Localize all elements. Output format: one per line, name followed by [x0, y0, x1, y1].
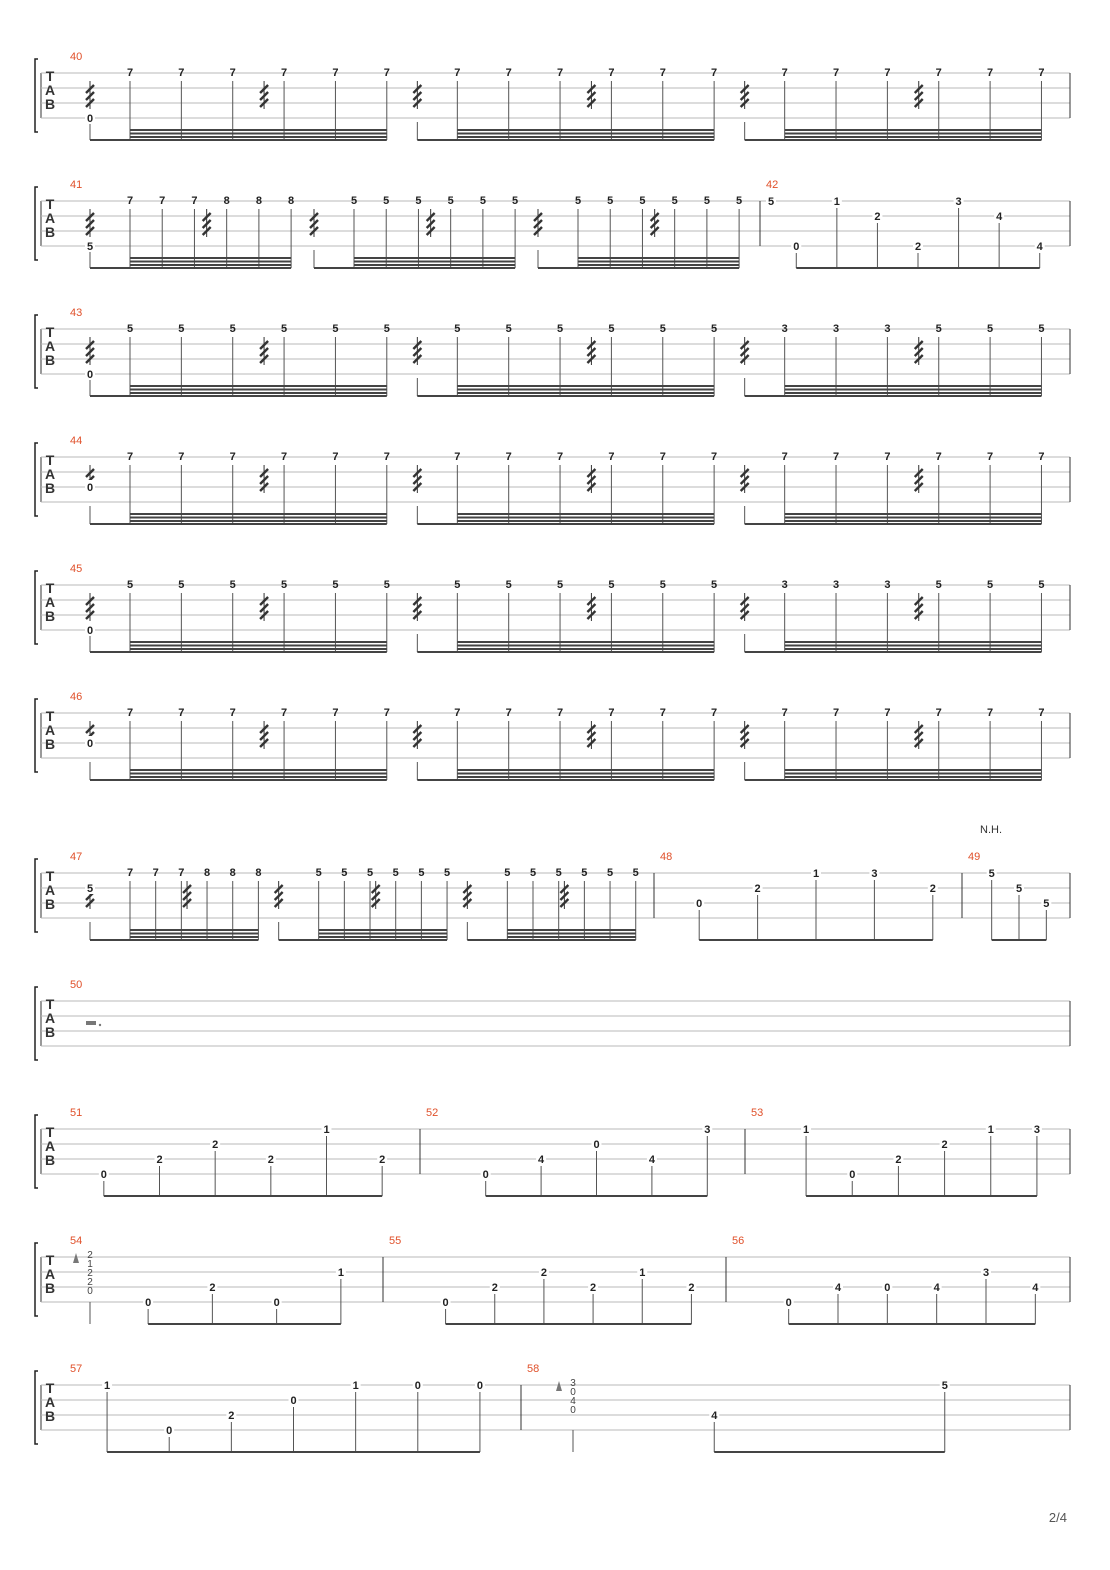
tab-clef-letter: B	[44, 608, 56, 624]
measure-number: 43	[70, 307, 83, 319]
fret-number: 2	[209, 1282, 216, 1294]
tab-clef-letter: A	[44, 1138, 56, 1154]
fret-number: 1	[833, 196, 840, 208]
fret-number: 3	[704, 1124, 711, 1136]
fret-number: 3	[832, 579, 840, 591]
fret-number: 5	[315, 867, 322, 879]
fret-number: 3	[781, 323, 788, 335]
fret-number: 2	[212, 1139, 219, 1151]
fret-number: 5	[415, 195, 422, 207]
fret-number: 1	[323, 1124, 330, 1136]
fret-number: 5	[736, 195, 743, 207]
open-string-fret: 0	[86, 369, 94, 381]
fret-number: 7	[935, 707, 942, 719]
fret-number: 4	[996, 211, 1003, 223]
fret-number: 7	[229, 707, 236, 719]
fret-number: 5	[350, 195, 358, 207]
fret-number: 2	[929, 883, 936, 895]
measure-number: 54	[70, 1235, 83, 1247]
tab-clef-letter: B	[44, 896, 56, 912]
measure-number: 47	[70, 851, 83, 863]
open-string-fret: 0	[86, 738, 94, 750]
fret-number: 7	[711, 67, 718, 79]
tab-clef-letter: A	[44, 1010, 56, 1026]
fret-number: 5	[229, 323, 236, 335]
fret-number: 5	[607, 195, 614, 207]
fret-number: 7	[454, 67, 461, 79]
fret-number: 7	[832, 707, 840, 719]
rest-dot	[99, 1024, 101, 1026]
bend-arrow	[73, 1253, 79, 1263]
fret-number: 2	[540, 1267, 547, 1279]
fret-number: 8	[203, 867, 211, 879]
fret-number: 8	[255, 867, 262, 879]
chord-fret-number: 0	[87, 1286, 93, 1297]
fret-number: 7	[332, 451, 339, 463]
fret-number: 5	[581, 867, 588, 879]
fret-number: 5	[767, 196, 775, 208]
fret-number: 7	[454, 451, 461, 463]
measure-number: 46	[70, 691, 83, 703]
fret-number: 7	[935, 451, 942, 463]
system-bracket	[35, 859, 38, 932]
measure-number: 50	[70, 979, 83, 991]
fret-number: 7	[781, 67, 788, 79]
fret-number: 3	[982, 1267, 990, 1279]
fret-number: 1	[337, 1267, 344, 1279]
open-string-fret: 5	[86, 241, 94, 253]
fret-number: 5	[671, 195, 678, 207]
fret-number: 5	[178, 323, 185, 335]
fret-number: 7	[229, 67, 236, 79]
tab-clef-letter: A	[44, 466, 56, 482]
fret-number: 0	[414, 1380, 421, 1392]
tab-clef-letter: A	[44, 82, 56, 98]
tab-clef-letter: A	[44, 210, 56, 226]
tab-clef-letter: B	[44, 224, 56, 240]
fret-number: 3	[1033, 1124, 1040, 1136]
open-string-fret: 0	[86, 113, 94, 125]
fret-number: 5	[281, 323, 288, 335]
fret-number: 5	[1038, 579, 1045, 591]
fret-number: 7	[383, 707, 390, 719]
fret-number: 5	[341, 867, 348, 879]
fret-number: 4	[1032, 1282, 1039, 1294]
fret-number: 1	[104, 1380, 111, 1392]
fret-number: 2	[590, 1282, 597, 1294]
fret-number: 0	[476, 1380, 483, 1392]
tab-clef-letter: B	[44, 1280, 56, 1296]
fret-number: 0	[100, 1169, 107, 1181]
fret-number: 5	[659, 579, 666, 591]
fret-number: 5	[383, 323, 390, 335]
fret-number: 3	[871, 868, 878, 880]
tab-clef-letter: T	[45, 580, 55, 596]
fret-number: 7	[383, 67, 390, 79]
fret-number: 7	[281, 67, 288, 79]
chord-fret-number: 0	[570, 1405, 576, 1416]
chord-fret-number: 2	[87, 1277, 93, 1288]
measure-number: 51	[70, 1107, 83, 1119]
open-string-fret: 5	[86, 883, 94, 895]
bend-arrow	[556, 1381, 562, 1391]
fret-number: 7	[556, 451, 564, 463]
fret-number: 5	[229, 579, 236, 591]
fret-number: 7	[659, 451, 666, 463]
fret-number: 5	[988, 868, 995, 880]
fret-number: 5	[632, 867, 639, 879]
fret-number: 3	[884, 579, 891, 591]
fret-number: 2	[914, 241, 922, 253]
fret-number: 7	[229, 451, 236, 463]
fret-number: 8	[288, 195, 295, 207]
fret-number: 1	[803, 1124, 810, 1136]
system-bracket	[35, 443, 38, 516]
fret-number: 5	[332, 323, 339, 335]
fret-number: 7	[884, 67, 891, 79]
system-bracket	[35, 1115, 38, 1188]
fret-number: 7	[781, 451, 788, 463]
fret-number: 0	[696, 898, 703, 910]
fret-number: 8	[223, 195, 230, 207]
measure-number: 55	[389, 1235, 402, 1247]
fret-number: 7	[832, 67, 840, 79]
system-bracket	[35, 187, 38, 260]
open-string-fret: 0	[86, 625, 94, 637]
fret-number: 7	[659, 707, 666, 719]
measure-number: 49	[968, 851, 981, 863]
fret-number: 7	[884, 707, 891, 719]
fret-number: 5	[392, 867, 399, 879]
tab-clef-letter: B	[44, 96, 56, 112]
chord-fret-number: 3	[570, 1378, 576, 1389]
tab-clef-letter: A	[44, 882, 56, 898]
half-rest	[86, 1021, 96, 1025]
measure-number: 41	[70, 179, 83, 191]
tab-clef-letter: A	[44, 338, 56, 354]
fret-number: 0	[793, 241, 800, 253]
fret-number: 5	[443, 867, 451, 879]
fret-number: 5	[504, 867, 511, 879]
fret-number: 0	[785, 1297, 792, 1309]
fret-number: 0	[290, 1395, 297, 1407]
fret-number: 8	[229, 867, 236, 879]
measure-number: 58	[527, 1363, 540, 1375]
fret-number: 2	[228, 1410, 235, 1422]
fret-number: 0	[849, 1169, 856, 1181]
fret-number: 0	[442, 1297, 449, 1309]
measure-number: 52	[426, 1107, 439, 1119]
fret-number: 7	[332, 707, 339, 719]
fret-number: 4	[834, 1282, 842, 1294]
fret-number: 5	[1038, 323, 1045, 335]
fret-number: 2	[688, 1282, 695, 1294]
system-bracket	[35, 987, 38, 1060]
fret-number: 4	[711, 1410, 718, 1422]
fret-number: 8	[255, 195, 262, 207]
fret-number: 1	[639, 1267, 646, 1279]
fret-number: 7	[505, 451, 512, 463]
fret-number: 5	[987, 579, 994, 591]
system-bracket	[35, 699, 38, 772]
fret-number: 0	[593, 1139, 600, 1151]
measure-number: 44	[70, 435, 83, 447]
measure-number: 57	[70, 1363, 83, 1375]
fret-number: 7	[556, 707, 564, 719]
tab-clef-letter: T	[45, 1252, 55, 1268]
fret-number: 4	[648, 1154, 655, 1166]
natural-harmonic-label: N.H.	[980, 824, 1002, 836]
fret-number: 5	[454, 579, 461, 591]
fret-number: 5	[703, 195, 710, 207]
fret-number: 7	[505, 707, 512, 719]
fret-number: 5	[574, 195, 582, 207]
fret-number: 7	[987, 707, 994, 719]
fret-number: 2	[874, 211, 881, 223]
fret-number: 3	[832, 323, 840, 335]
tab-clef-letter: T	[45, 452, 55, 468]
fret-number: 7	[711, 451, 718, 463]
fret-number: 5	[556, 323, 564, 335]
tab-clef-letter: A	[44, 1394, 56, 1410]
fret-number: 7	[711, 707, 718, 719]
fret-number: 7	[178, 67, 185, 79]
page-number: 2/4	[1048, 1510, 1067, 1525]
measure-number: 56	[732, 1235, 745, 1247]
fret-number: 5	[608, 579, 615, 591]
fret-number: 5	[126, 323, 134, 335]
fret-number: 7	[781, 707, 788, 719]
fret-number: 0	[145, 1297, 152, 1309]
fret-number: 5	[332, 579, 339, 591]
fret-number: 3	[781, 579, 788, 591]
fret-number: 5	[366, 867, 374, 879]
fret-number: 7	[126, 707, 134, 719]
tab-clef-letter: T	[45, 868, 55, 884]
fret-number: 7	[608, 707, 615, 719]
chord-fret-number: 2	[87, 1268, 93, 1279]
tab-clef-letter: A	[44, 594, 56, 610]
tab-clef-letter: B	[44, 480, 56, 496]
chord-fret-number: 1	[87, 1259, 93, 1270]
fret-number: 7	[159, 195, 166, 207]
system-bracket	[35, 59, 38, 132]
chord-fret-number: 2	[87, 1250, 93, 1261]
fret-number: 7	[178, 867, 185, 879]
fret-number: 7	[178, 707, 185, 719]
fret-number: 5	[711, 323, 718, 335]
fret-number: 5	[281, 579, 288, 591]
fret-number: 5	[529, 867, 537, 879]
fret-number: 3	[955, 196, 962, 208]
fret-number: 7	[1038, 67, 1045, 79]
fret-number: 2	[267, 1154, 274, 1166]
fret-number: 7	[281, 451, 288, 463]
fret-number: 7	[191, 195, 198, 207]
fret-number: 7	[152, 867, 159, 879]
measure-number: 48	[660, 851, 673, 863]
fret-number: 5	[447, 195, 454, 207]
fret-number: 7	[126, 195, 134, 207]
fret-number: 7	[556, 67, 564, 79]
tab-clef-letter: A	[44, 1266, 56, 1282]
fret-number: 5	[935, 579, 942, 591]
measure-number: 45	[70, 563, 83, 575]
fret-number: 7	[281, 707, 288, 719]
fret-number: 2	[379, 1154, 386, 1166]
tab-clef-letter: A	[44, 722, 56, 738]
measure-number: 40	[70, 51, 83, 63]
fret-number: 5	[505, 323, 512, 335]
fret-number: 2	[491, 1282, 498, 1294]
chord-fret-number: 0	[570, 1387, 576, 1398]
fret-number: 5	[454, 323, 461, 335]
fret-number: 7	[126, 867, 134, 879]
measure-number: 53	[751, 1107, 764, 1119]
fret-number: 7	[126, 67, 134, 79]
fret-number: 7	[987, 67, 994, 79]
system-bracket	[35, 1371, 38, 1444]
fret-number: 5	[383, 195, 390, 207]
fret-number: 2	[754, 883, 761, 895]
fret-number: 2	[941, 1139, 948, 1151]
tab-clef-letter: B	[44, 1152, 56, 1168]
system-bracket	[35, 315, 38, 388]
tab-clef-letter: B	[44, 1408, 56, 1424]
fret-number: 7	[832, 451, 840, 463]
fret-number: 7	[332, 67, 339, 79]
fret-number: 5	[556, 579, 564, 591]
tab-clef-letter: T	[45, 708, 55, 724]
fret-number: 5	[383, 579, 390, 591]
tab-clef-letter: T	[45, 996, 55, 1012]
fret-number: 7	[884, 451, 891, 463]
fret-number: 1	[812, 868, 820, 880]
tab-clef-letter: B	[44, 736, 56, 752]
fret-number: 7	[987, 451, 994, 463]
fret-number: 5	[1043, 898, 1050, 910]
tab-clef-letter: T	[45, 1380, 55, 1396]
fret-number: 5	[987, 323, 994, 335]
fret-number: 4	[1036, 241, 1043, 253]
fret-number: 5	[505, 579, 512, 591]
fret-number: 1	[987, 1124, 994, 1136]
tab-clef-letter: T	[45, 68, 55, 84]
fret-number: 7	[126, 451, 134, 463]
fret-number: 5	[1015, 883, 1023, 895]
fret-number: 5	[512, 195, 519, 207]
fret-number: 5	[479, 195, 486, 207]
fret-number: 0	[884, 1282, 891, 1294]
fret-number: 0	[273, 1297, 280, 1309]
fret-number: 7	[659, 67, 666, 79]
fret-number: 4	[538, 1154, 545, 1166]
fret-number: 1	[352, 1380, 359, 1392]
fret-number: 0	[482, 1169, 489, 1181]
fret-number: 5	[935, 323, 942, 335]
fret-number: 7	[383, 451, 390, 463]
fret-number: 5	[126, 579, 134, 591]
fret-number: 3	[884, 323, 891, 335]
fret-number: 7	[1038, 451, 1045, 463]
fret-number: 0	[166, 1425, 173, 1437]
fret-number: 2	[895, 1154, 902, 1166]
open-string-fret: 0	[86, 482, 94, 494]
system-bracket	[35, 1243, 38, 1316]
fret-number: 4	[933, 1282, 940, 1294]
fret-number: 5	[418, 867, 425, 879]
fret-number: 7	[1038, 707, 1045, 719]
fret-number: 5	[608, 323, 615, 335]
fret-number: 5	[659, 323, 666, 335]
fret-number: 5	[555, 867, 562, 879]
fret-number: 7	[454, 707, 461, 719]
tab-clef-letter: T	[45, 1124, 55, 1140]
fret-number: 7	[608, 451, 615, 463]
tab-clef-letter: B	[44, 1024, 56, 1040]
fret-number: 5	[711, 579, 718, 591]
tab-clef-letter: B	[44, 352, 56, 368]
fret-number: 7	[608, 67, 615, 79]
fret-number: 5	[178, 579, 185, 591]
fret-number: 5	[606, 867, 614, 879]
fret-number: 7	[178, 451, 185, 463]
fret-number: 7	[505, 67, 512, 79]
fret-number: 2	[156, 1154, 163, 1166]
measure-number: 42	[766, 179, 779, 191]
tab-clef-letter: T	[45, 324, 55, 340]
fret-number: 5	[941, 1380, 948, 1392]
fret-number: 5	[639, 195, 646, 207]
chord-fret-number: 4	[570, 1396, 576, 1407]
fret-number: 7	[935, 67, 942, 79]
system-bracket	[35, 571, 38, 644]
tab-clef-letter: T	[45, 196, 55, 212]
